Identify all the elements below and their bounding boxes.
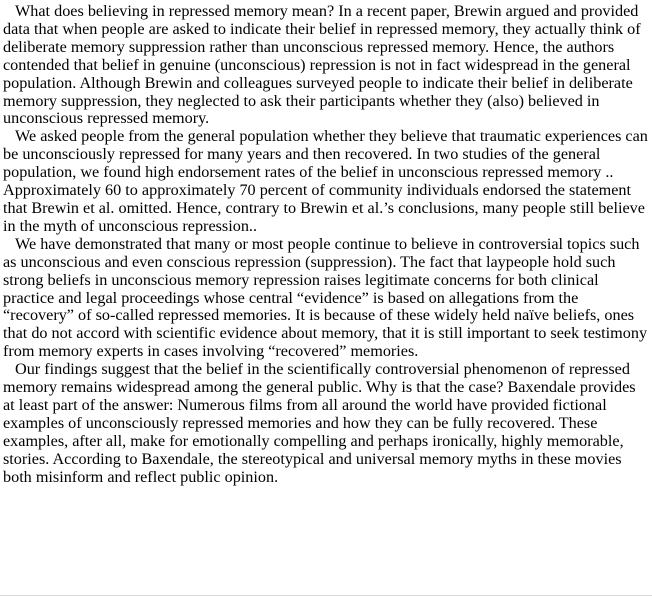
paragraph-2: We asked people from the general population whether they believe that traumatic experiences can be unconsciously repressed for many years and then recovered. In two studies of the general population, we found high endorsement rates of the belief in unconscious repressed memory .. Approximately 60 to approximately 70 percent of community individuals endorsed the statement that Brewin et al. omitted. Hence, contrary to Brewin et al.’s conclusions, many people still believe in the myth of unconscious repression.. <box>3 127 648 235</box>
paragraph-3: We have demonstrated that many or most people continue to believe in controversial topics such as unconscious and even conscious repression (suppression). The fact that laypeople hold such strong beliefs in unconscious memory repression raises legitimate concerns for both clinical practice and legal proceedings whose central “evidence” is based on allegations from the “recovery” of so-called repressed memories. It is because of these widely held naïve beliefs, ones that do not accord with scientific evidence about memory, that it is still important to seek testimony from memory experts in cases involving “recovered” memories. <box>3 234 648 361</box>
document-body <box>3 3 649 486</box>
paragraph-4: Our findings suggest that the belief in the scientifically controversial phenomenon of repressed memory remains widespread among the general public. Why is that the case? Baxendale provides at least part of the answer: Numerous films from all around the world have provided fictional examples of unconsciously repressed memories and how they can be fully recovered. These examples, after all, make for emotionally compelling and perhaps ironically, highly memorable, stories. According to Baxendale, the stereotypical and universal memory myths in these movies both misinform and reflect public opinion. <box>3 360 636 486</box>
paragraph-1: What does believing in repressed memory mean? In a recent paper, Brewin argued and provided data that when people are asked to indicate their belief in repressed memory, they actually think of deliberate memory suppression rather than unconscious repressed memory. Hence, the authors contended that belief in genuine (unconscious) repression is not in fact widespread in the general population. Although Brewin and colleagues surveyed people to indicate their belief in deliberate memory suppression, they neglected to ask their participants whether they (also) believed in unconscious repressed memory. <box>3 2 641 128</box>
